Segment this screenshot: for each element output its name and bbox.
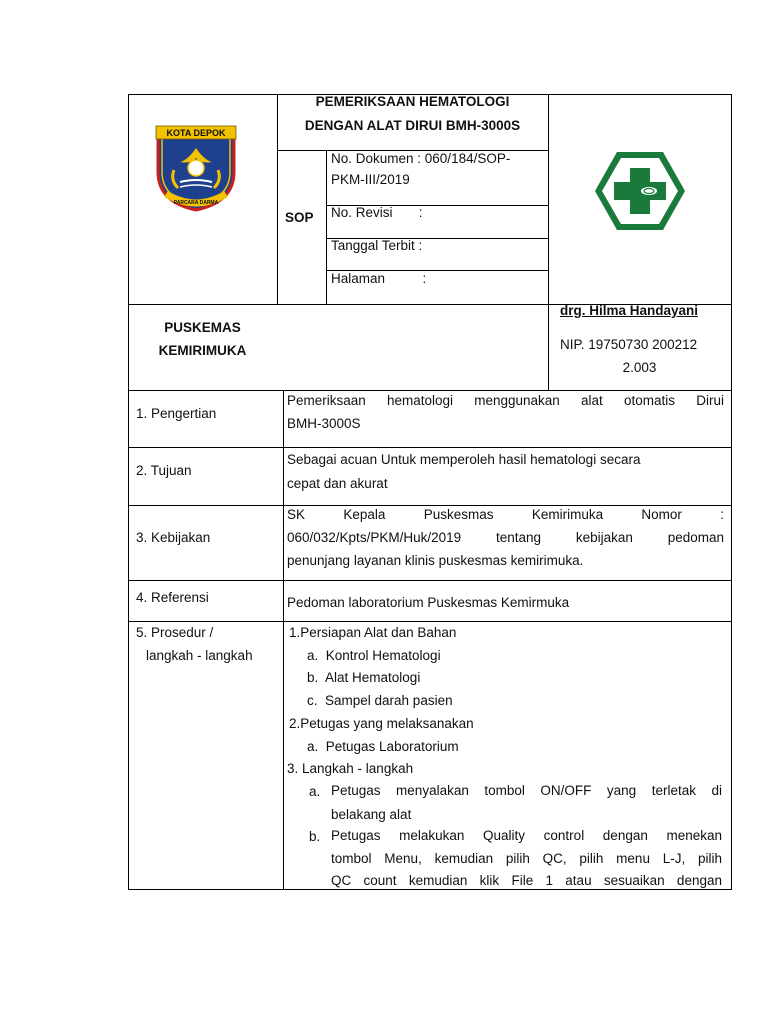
puskesmas-logo xyxy=(594,150,686,232)
issue-date-field: Tanggal Terbit : xyxy=(331,238,423,253)
step-2a: a. Petugas Laboratorium xyxy=(307,739,459,754)
org-name-line1: PUSKEMAS xyxy=(164,320,241,335)
step-2-heading: 2.Petugas yang melaksanakan xyxy=(289,716,474,731)
pengertian-label: 1. Pengertian xyxy=(136,406,217,421)
doc-title-line2: DENGAN ALAT DIRUI BMH-3000S xyxy=(304,118,521,133)
doc-title-line1: PEMERIKSAAN HEMATOLOGI xyxy=(315,94,510,109)
kebijakan-text-line2: 060/032/Kpts/PKM/Huk/2019 tentang kebijakan pedoman xyxy=(287,530,724,545)
page-field: Halaman : xyxy=(331,271,427,286)
step-3a-line1: Petugas menyalakan tombol ON/OFF yang terletak di xyxy=(331,783,722,798)
doc-number-line1: No. Dokumen : 060/184/SOP- xyxy=(331,151,511,166)
referensi-label: 4. Referensi xyxy=(136,590,209,605)
signer-name: drg. Hilma Handayani xyxy=(560,303,699,318)
step-3b-line1: Petugas melakukan Quality control dengan menekan xyxy=(331,828,722,843)
tujuan-label: 2. Tujuan xyxy=(136,463,192,478)
step-1a: a. Kontrol Hematologi xyxy=(307,648,441,663)
step-3-heading: 3. Langkah - langkah xyxy=(287,761,414,776)
prosedur-label-line2: langkah - langkah xyxy=(146,648,253,663)
step-3a-marker: a. xyxy=(309,784,321,799)
kota-depok-crest xyxy=(150,120,242,212)
kebijakan-text-line1: SK Kepala Puskesmas Kemirimuka Nomor : xyxy=(287,507,724,522)
sop-label: SOP xyxy=(285,210,314,225)
org-name-line2: KEMIRIMUKA xyxy=(158,343,247,358)
signer-nip-line1: NIP. 19750730 200212 xyxy=(560,337,698,352)
signer-nip-line2: 2.003 xyxy=(622,360,657,375)
prosedur-label-line1: 5. Prosedur / xyxy=(136,625,214,640)
step-1c: c. Sampel darah pasien xyxy=(307,693,453,708)
crest-banner-text: KOTA DEPOK xyxy=(166,128,226,138)
step-1b: b. Alat Hematologi xyxy=(307,670,421,685)
tujuan-text-line1: Sebagai acuan Untuk memperoleh hasil hematologi secara xyxy=(287,452,641,467)
pengertian-text-line1: Pemeriksaan hematologi menggunakan alat otomatis Dirui xyxy=(287,393,724,408)
step-3b-line3: QC count kemudian klik File 1 atau sesuaikan dengan xyxy=(331,873,722,888)
kebijakan-label: 3. Kebijakan xyxy=(136,530,211,545)
step-3b-line2: tombol Menu, kemudian pilih QC, pilih menu L-J, pilih xyxy=(331,851,722,866)
step-3a-line2: belakang alat xyxy=(331,807,412,822)
crest-motto-text: PARCARA DARMA xyxy=(173,200,219,206)
doc-number-line2: PKM-III/2019 xyxy=(331,172,410,187)
revision-field: No. Revisi : xyxy=(331,205,423,220)
referensi-text: Pedoman laboratorium Puskesmas Kemirmuka xyxy=(287,595,570,610)
kebijakan-text-line3: penunjang layanan klinis puskesmas kemirimuka. xyxy=(287,553,584,568)
step-1-heading: 1.Persiapan Alat dan Bahan xyxy=(289,625,457,640)
step-3b-marker: b. xyxy=(309,829,321,844)
pengertian-text-line2: BMH-3000S xyxy=(287,416,361,431)
tujuan-text-line2: cepat dan akurat xyxy=(287,476,388,491)
